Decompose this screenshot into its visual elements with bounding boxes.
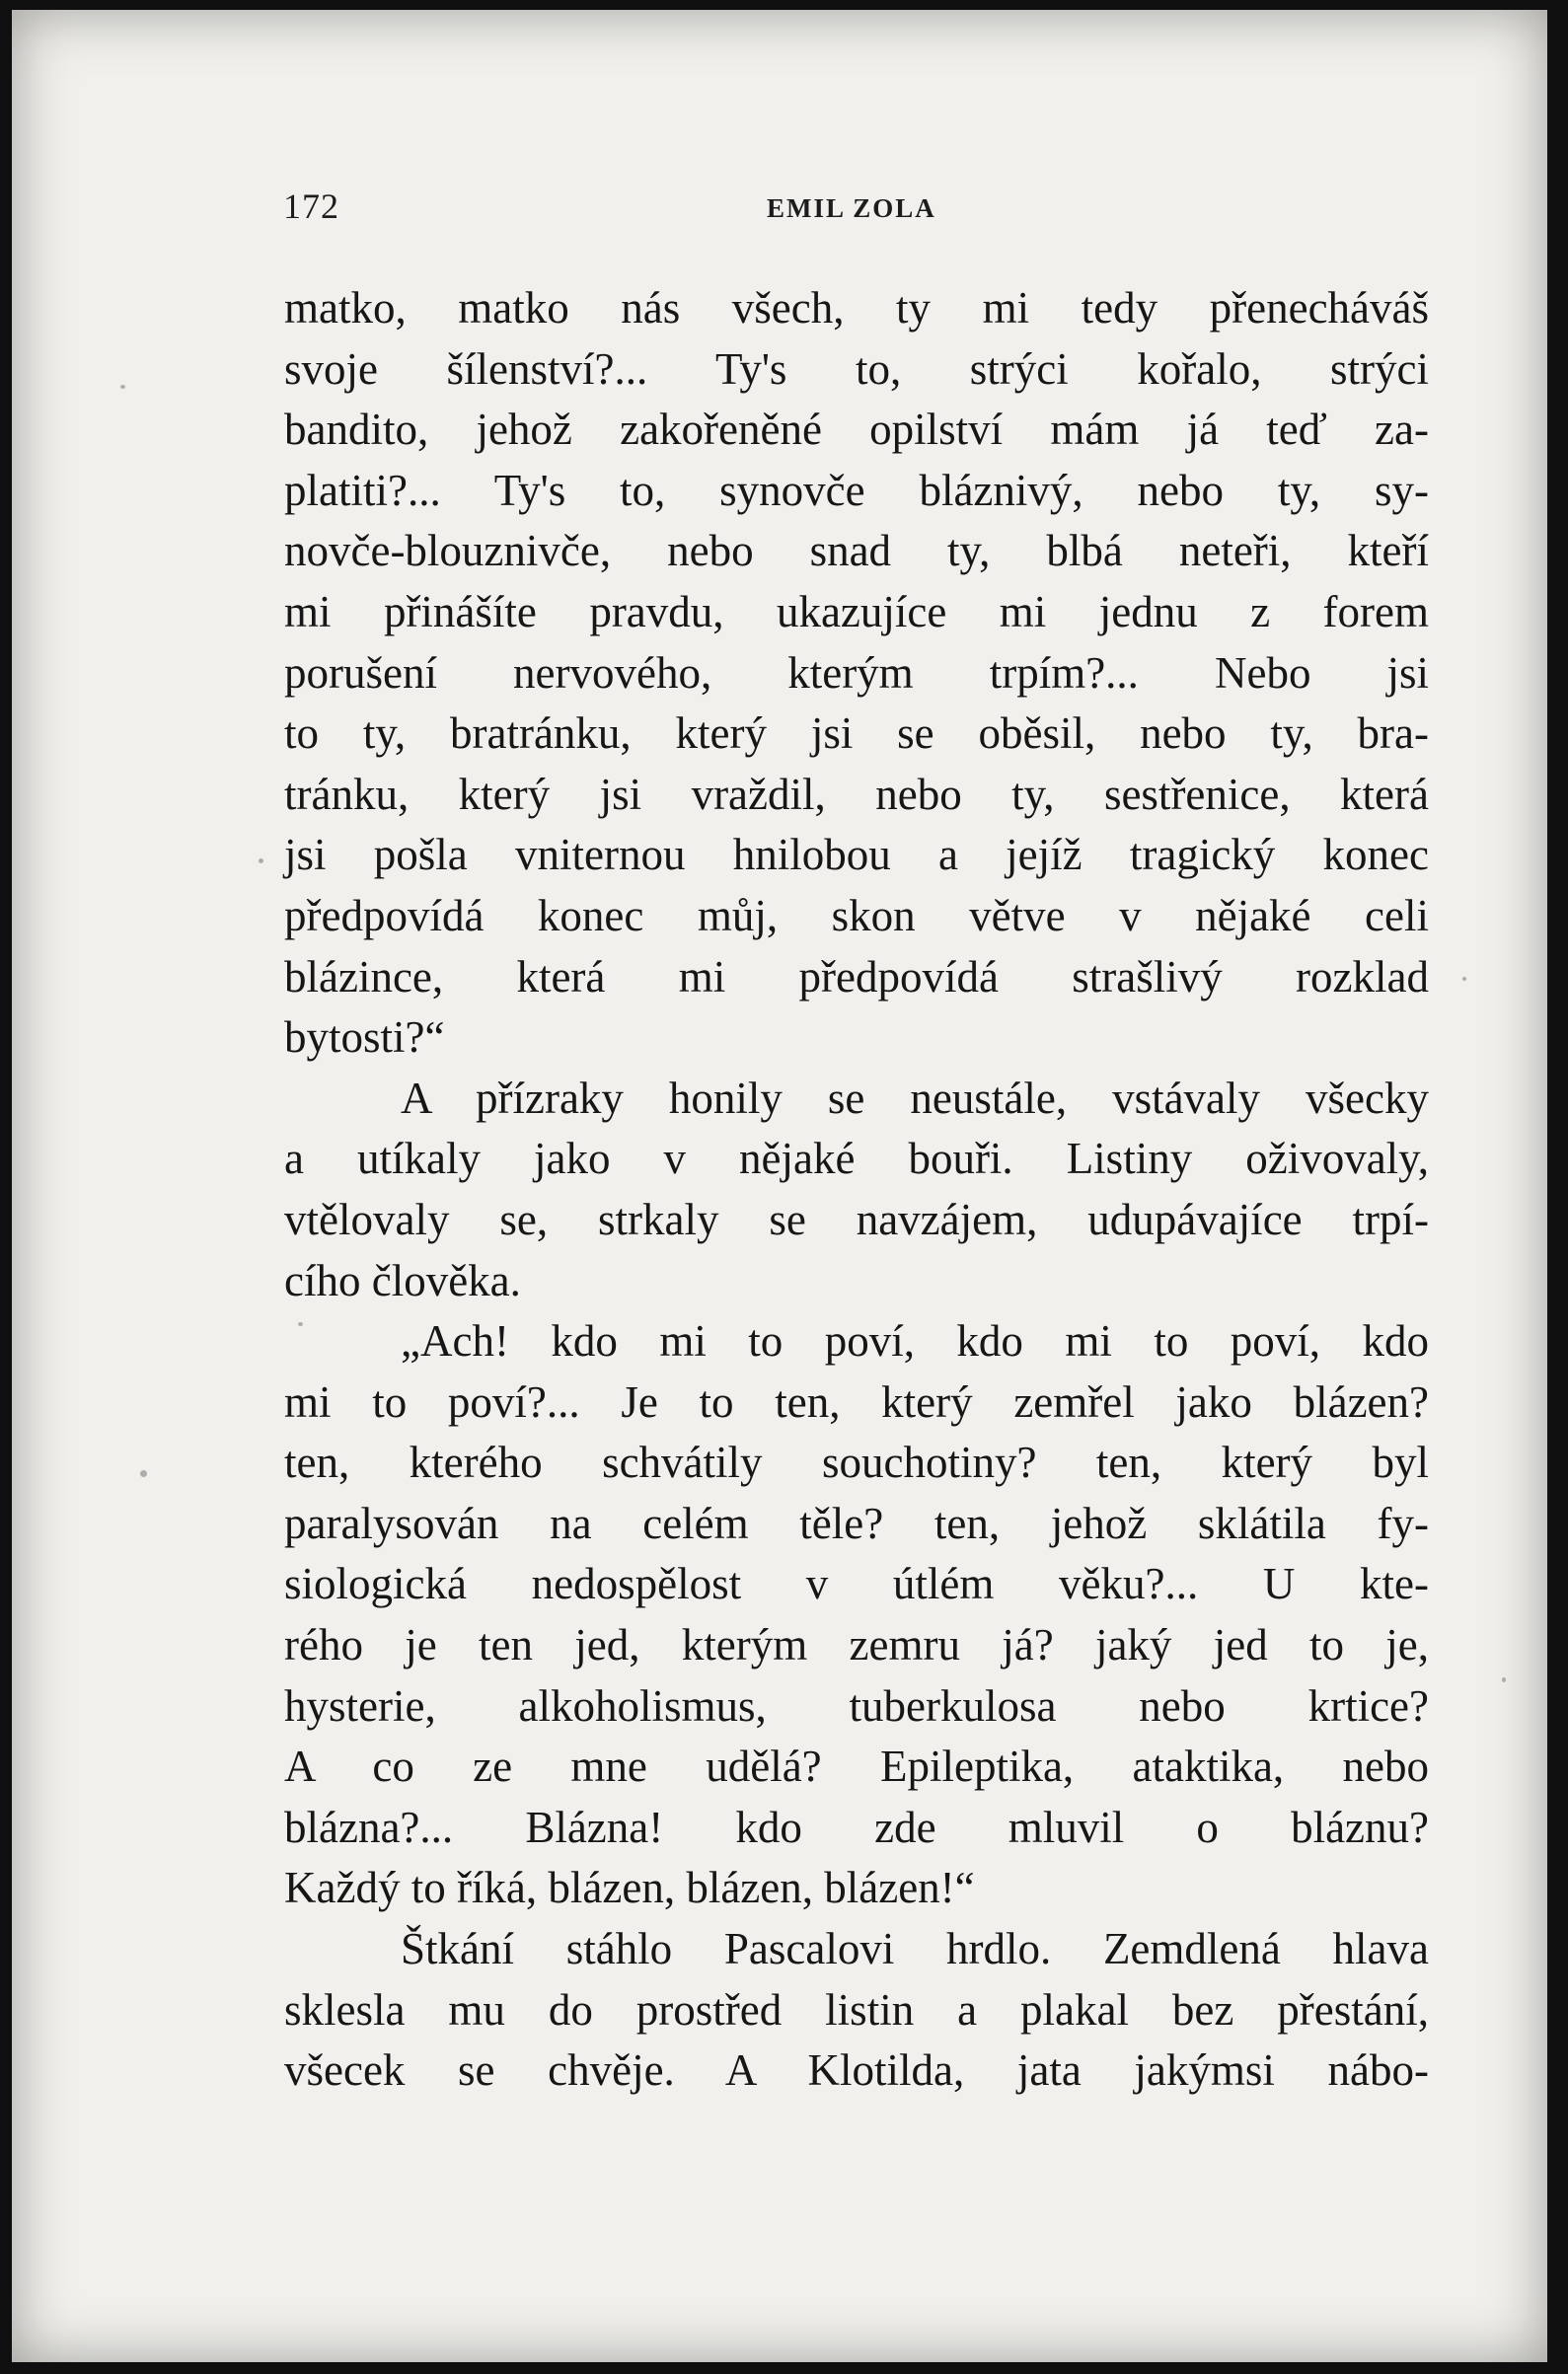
text-line: to ty, bratránku, který jsi se oběsil, nebo ty, bra- — [284, 708, 1429, 759]
text-line: A přízraky honily se neustále, vstávaly všecky — [401, 1073, 1429, 1123]
text-line: tránku, který jsi vraždil, nebo ty, sestřenice, která — [284, 769, 1429, 819]
page-header — [12, 185, 1547, 235]
text-line: hysterie, alkoholismus, tuberkulosa nebo krtice? — [284, 1680, 1429, 1731]
text-line: sklesla mu do prostřed listin a plakal bez přestání, — [284, 1984, 1429, 2035]
running-head: EMIL ZOLA — [767, 193, 936, 223]
text-line: matko, matko nás všech, ty mi tedy přenecháváš — [284, 283, 1429, 333]
text-line: A co ze mne udělá? Epileptika, ataktika, nebo — [284, 1742, 1429, 1792]
dust-speck — [259, 858, 263, 863]
text-line: blázna?... Blázna! kdo zde mluvil o bláznu? — [284, 1802, 1429, 1852]
text-line: předpovídá konec můj, skon větve v nějaké celi — [284, 890, 1429, 940]
text-line: blázince, která mi předpovídá strašlivý rozklad — [284, 951, 1429, 1002]
text-line: paralysován na celém těle? ten, jehož sklátila fy- — [284, 1498, 1429, 1548]
text-line: mi přinášíte pravdu, ukazujíce mi jednu z forem — [284, 586, 1429, 636]
text-line: bandito, jehož zakořeněné opilství mám já teď za- — [284, 405, 1429, 455]
text-line: porušení nervového, kterým trpím?... Nebo jsi — [284, 647, 1429, 698]
text-line: novče-blouznivče, nebo snad ty, blbá neteři, kteří — [284, 526, 1429, 576]
text-line: rého je ten jed, kterým zemru já? jaký jed to je, — [284, 1620, 1429, 1670]
dust-speck — [1462, 977, 1466, 981]
text-line: vtělovaly se, strkaly se navzájem, udupávajíce trpí- — [284, 1194, 1429, 1244]
text-line: siologická nedospělost v útlém věku?... U kte- — [284, 1559, 1429, 1609]
dust-speck — [1502, 1677, 1506, 1682]
book-page — [12, 10, 1547, 2362]
text-line: svoje šílenství?... Ty's to, strýci kořalo, strýci — [284, 343, 1429, 394]
dust-speck — [120, 385, 125, 389]
dust-speck — [140, 1470, 147, 1477]
text-line: cího člověka. — [284, 1255, 521, 1305]
text-line: ten, kterého schvátily souchotiny? ten, který byl — [284, 1438, 1429, 1488]
text-line: bytosti?“ — [284, 1012, 445, 1063]
text-line: všecek se chvěje. A Klotilda, jata jakýmsi nábo- — [284, 2045, 1429, 2096]
body-text — [284, 278, 1429, 2102]
text-line: „Ach! kdo mi to poví, kdo mi to poví, kdo — [401, 1316, 1429, 1367]
text-line: platiti?... Ty's to, synovče bláznivý, nebo ty, sy- — [284, 465, 1429, 515]
text-line: jsi pošla vniternou hnilobou a jejíž tragický konec — [284, 830, 1429, 880]
text-line: a utíkaly jako v nějaké bouři. Listiny oživovaly, — [284, 1134, 1429, 1184]
text-line: Každý to říká, blázen, blázen, blázen!“ — [284, 1863, 975, 1913]
text-line: Štkání stáhlo Pascalovi hrdlo. Zemdlená hlava — [401, 1924, 1429, 1974]
text-line: mi to poví?... Je to ten, který zemřel jako blázen? — [284, 1376, 1429, 1427]
page-number: 172 — [283, 186, 339, 226]
